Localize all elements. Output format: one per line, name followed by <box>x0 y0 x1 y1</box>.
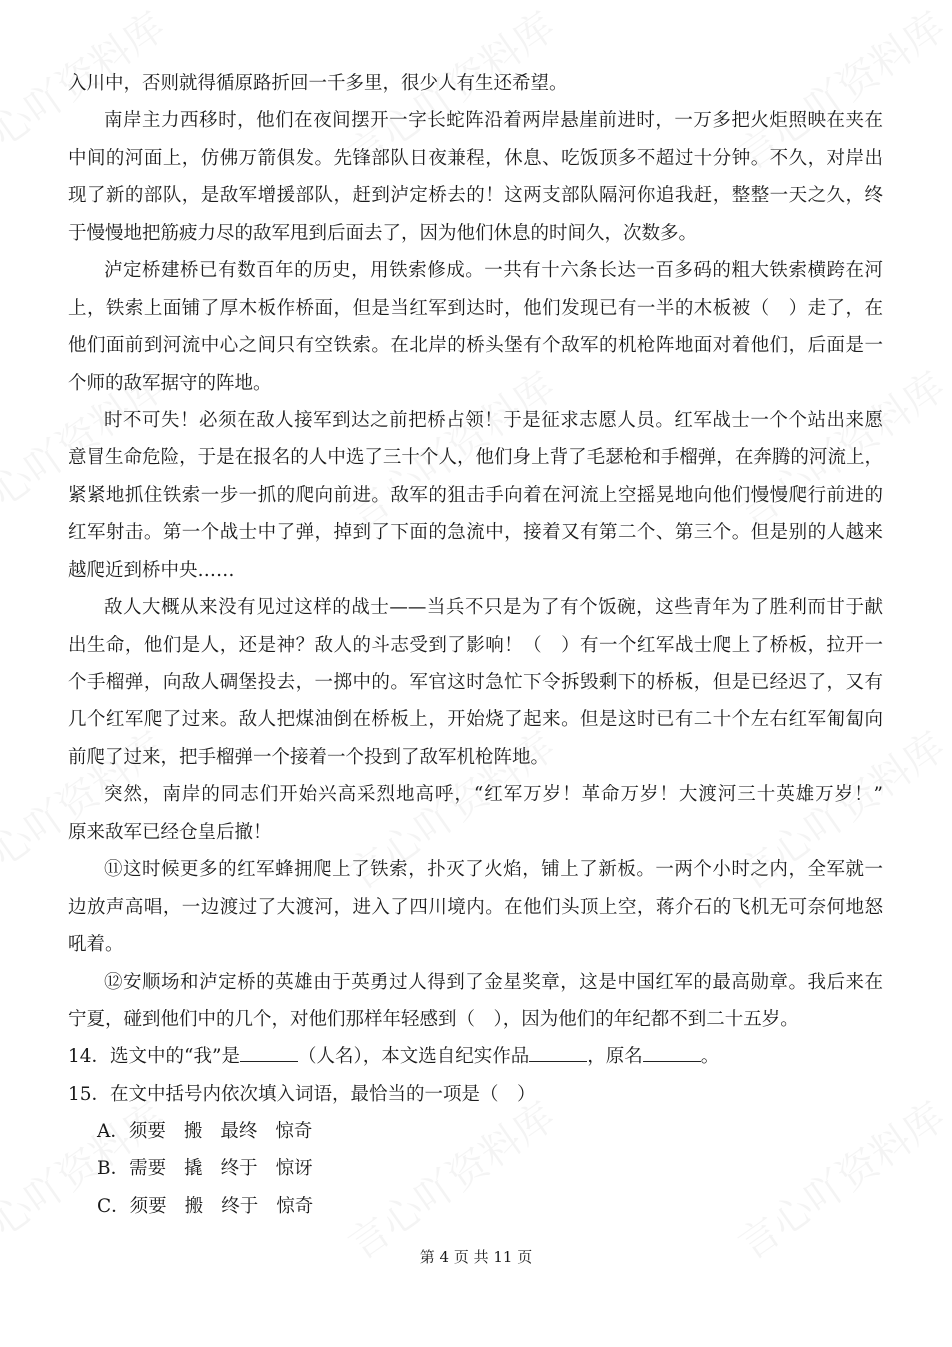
text-line: 敌人大概从来没有见过这样的战士——当兵不只是为了有个饭碗，这些青年为了胜利而甘于献 <box>104 597 883 619</box>
q14-text-1: 14．选文中的“我”是 <box>68 1046 240 1068</box>
text-line: 前爬了过来，把手榴弹一个接着一个投到了敌军机枪阵地。 <box>68 746 550 768</box>
q14-text-3: ，原名 <box>587 1046 643 1068</box>
option-word: 惊奇 <box>275 1121 313 1143</box>
document-body <box>68 65 883 1225</box>
text-line: 宁夏，碰到他们中的几个，对他们那样年轻感到（ ），因为他们的年纪都不到二十五岁。 <box>68 1008 799 1030</box>
paragraph <box>68 589 883 776</box>
option-word: 最终 <box>220 1121 258 1143</box>
paragraph <box>68 776 883 851</box>
answer-blank <box>643 1041 701 1062</box>
text-line: 上，铁索上面铺了厚木板作桥面，但是当红军到达时，他们发现已有一半的木板被（ ）走了，在 <box>68 297 883 319</box>
answer-blank <box>529 1041 587 1062</box>
text-line: ⑫安顺场和泸定桥的英雄由于英勇过人得到了金星奖章，这是中国红军的最高勋章。我后来在 <box>104 971 883 993</box>
option-label: C． <box>97 1195 130 1217</box>
paragraph <box>68 964 883 1039</box>
option-word: 搬 <box>183 1121 203 1143</box>
paragraph <box>68 851 883 963</box>
text-line: 入川中，否则就得循原路折回一千多里，很少人有生还希望。 <box>68 73 568 94</box>
option-word: 终于 <box>221 1195 259 1217</box>
text-line: 意冒生命危险，于是在报名的人中选了三十个人，他们身上背了毛瑟枪和手榴弹，在奔腾的河流上， <box>68 447 883 469</box>
text-line: 紧紧地抓住铁索一步一抓的爬向前进。敌军的狙击手向着在河流上空摇晃地向他们慢慢爬行前进的 <box>68 484 883 506</box>
text-line: 突然，南岸的同志们开始兴高采烈地高呼，“红军万岁！革命万岁！大渡河三十英雄万岁！” <box>104 784 883 806</box>
text-line: 边放声高唱，一边渡过了大渡河，进入了四川境内。在他们头顶上空，蒋介石的飞机无可奈何地怒 <box>68 896 883 918</box>
text-line: 中间的河面上，仿佛万箭俱发。先锋部队日夜兼程，休息、吃饭顶多不超过十分钟。不久，对岸出 <box>68 147 883 169</box>
option-b <box>68 1150 883 1187</box>
option-word: 搬 <box>184 1195 204 1217</box>
answer-blank <box>240 1041 298 1062</box>
q14-text-2: （人名），本文选自纪实作品 <box>297 1046 530 1068</box>
text-line: 吼着。 <box>68 934 124 956</box>
paragraph <box>68 252 883 402</box>
paragraph <box>68 402 883 589</box>
text-line: 出生命，他们是人，还是神？敌人的斗志受到了影响！（ ）有一个红军战士爬上了桥板，拉开一 <box>68 634 883 656</box>
option-word: 撬 <box>184 1158 203 1180</box>
option-word: 终于 <box>220 1158 258 1180</box>
option-word: 须要 <box>128 1121 166 1143</box>
text-line: 个手榴弹，向敌人碉堡投去，一掷中的。军官这时急忙下令拆毁剩下的桥板，但是已经迟了，又有 <box>68 672 883 693</box>
q15-options <box>68 1113 883 1225</box>
q15-stem: 15．在文中括号内依次填入词语，最恰当的一项是（ ） <box>68 1083 536 1105</box>
option-word: 惊奇 <box>276 1195 314 1217</box>
q14-text-4: 。 <box>700 1046 720 1068</box>
text-line: 个师的敌军据守的阵地。 <box>68 372 272 394</box>
text-line: 时不可失！必须在敌人接军到达之前把桥占领！于是征求志愿人员。红军战士一个个站出来愿 <box>104 409 883 431</box>
text-line: 南岸主力西移时，他们在夜间摆开一字长蛇阵沿着两岸悬崖前进时，一万多把火炬照映在夹在 <box>104 110 883 132</box>
option-word: 惊讶 <box>275 1158 313 1180</box>
text-line: 现了新的部队，是敌军增援部队，赶到泸定桥去的！这两支部队隔河你追我赶，整整一天之久，终 <box>68 185 883 207</box>
text-line: 原来敌军已经仓皇后撤！ <box>68 821 272 843</box>
option-label: B． <box>97 1158 130 1180</box>
question-14 <box>68 1038 883 1075</box>
text-line: 越爬近到桥中央…… <box>68 559 235 581</box>
page-number: 第 4 页 共 11 页 <box>419 1248 533 1266</box>
text-line: 泸定桥建桥已有数百年的历史，用铁索修成。一共有十六条长达一百多码的粗大铁索横跨在河 <box>104 260 883 282</box>
text-line: ⑪这时候更多的红军蜂拥爬上了铁索，扑灭了火焰，铺上了新板。一两个小时之内，全军就一 <box>104 859 883 881</box>
option-word: 须要 <box>129 1195 167 1217</box>
option-word: 需要 <box>129 1158 167 1180</box>
text-line: 几个红军爬了过来。敌人把煤油倒在桥板上，开始烧了起来。但是这时已有二十个左右红军匍匐向 <box>68 709 883 731</box>
text-line: 于慢慢地把筋疲力尽的敌军甩到后面去了，因为他们休息的时间久，次数多。 <box>68 222 698 244</box>
text-line: 他们面前到河流中心之间只有空铁索。在北岸的桥头堡有个敌军的机枪阵地面对着他们，后面是一 <box>68 335 883 357</box>
text-line: 红军射击。第一个战士中了弹，掉到了下面的急流中，接着又有第二个、第三个。但是别的人越来 <box>68 522 883 544</box>
option-a <box>68 1113 883 1150</box>
paragraph <box>68 102 883 252</box>
paragraph <box>68 65 883 102</box>
option-c <box>68 1188 883 1225</box>
article-text <box>68 65 883 1038</box>
option-label: A． <box>97 1121 129 1143</box>
question-15 <box>68 1076 883 1113</box>
